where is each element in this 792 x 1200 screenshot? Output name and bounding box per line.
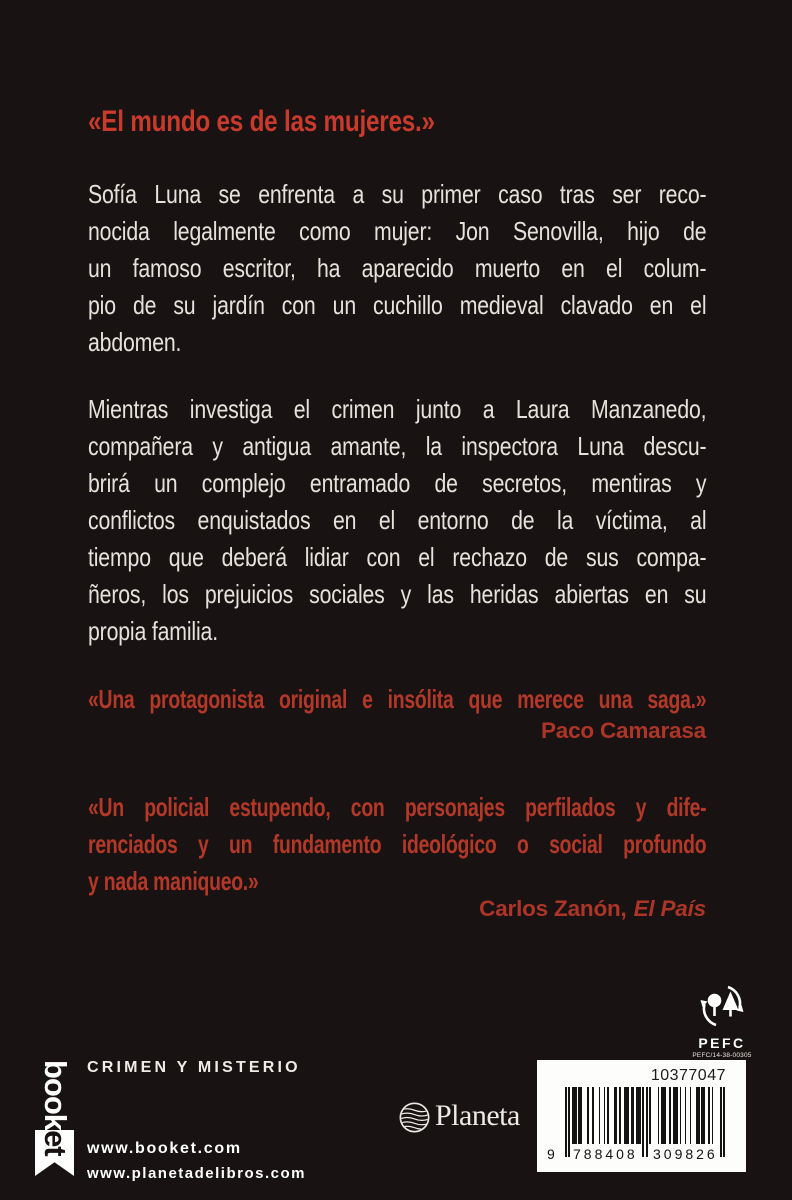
text-line: nocida legalmente como mujer: Jon Senovilla, hijo de xyxy=(88,216,707,246)
barcode-bar xyxy=(568,1087,570,1157)
barcode-bar xyxy=(614,1087,617,1144)
barcode-bar xyxy=(712,1087,714,1144)
text-line: «Una protagonista original e insólita que merece una saga.» xyxy=(88,684,707,714)
barcode-bar xyxy=(604,1087,606,1144)
barcode-bar xyxy=(720,1087,722,1157)
barcode-bar xyxy=(708,1087,710,1144)
barcode-bar xyxy=(649,1087,651,1144)
reviewer-name: Paco Camarasa xyxy=(540,718,706,743)
barcode-bar xyxy=(572,1087,577,1144)
text-line: propia familia. xyxy=(88,616,218,646)
text-line: renciados y un fundamento ideológico o social profundo xyxy=(88,829,707,859)
barcode-bar xyxy=(701,1087,704,1144)
text-line: pio de su jardín con un cuchillo medieval clavado en el xyxy=(88,290,707,320)
cover-tagline: «El mundo es de las mujeres.» xyxy=(88,105,435,138)
barcode-bar xyxy=(685,1087,687,1144)
barcode-bar xyxy=(565,1087,567,1157)
text-line: y nada maniqueo.» xyxy=(88,866,259,896)
pefc-emblem-icon xyxy=(692,983,752,1029)
pefc-certificate-number: PEFC/14-38-00305 xyxy=(692,1052,752,1059)
barcode-bar xyxy=(658,1087,660,1144)
planeta-logo-text: Planeta xyxy=(435,1099,520,1132)
barcode-bar xyxy=(696,1087,699,1144)
text-line: tiempo que deberá lidiar con el rechazo de sus compa- xyxy=(88,542,707,572)
ean-digit-group: 309826 xyxy=(653,1146,718,1162)
barcode-panel xyxy=(537,1060,746,1172)
text-line: brirá un complejo entramado de secretos, mentiras y xyxy=(88,468,707,498)
booket-logo xyxy=(40,1060,71,1190)
ean-digit-group: 788408 xyxy=(573,1146,638,1162)
text-line: Sofía Luna se enfrenta a su primer caso tras ser reco- xyxy=(88,179,707,209)
synopsis-paragraph-1 xyxy=(88,176,706,361)
barcode-bar xyxy=(578,1087,581,1144)
review-source: El País xyxy=(633,896,706,921)
barcode-bar xyxy=(680,1087,682,1144)
synopsis-paragraph-2 xyxy=(88,391,706,650)
text-line: Mientras investiga el crimen junto a Laura Manzanedo, xyxy=(88,394,707,424)
barcode-bar xyxy=(624,1087,629,1144)
barcode-bar xyxy=(592,1087,594,1144)
barcode-bar xyxy=(669,1087,671,1144)
pefc-label: PEFC xyxy=(698,1035,746,1051)
booket-url: www.booket.com xyxy=(87,1140,242,1157)
barcode-bar xyxy=(673,1087,678,1144)
review-quote-2 xyxy=(88,789,706,900)
text-line: conflictos enquistados en el entorno de la víctima, al xyxy=(88,505,707,535)
review-quote-2-attribution xyxy=(88,897,706,922)
barcode-bar xyxy=(607,1087,609,1144)
text-line: abdomen. xyxy=(88,327,182,357)
booket-logo-text-on-bookmark: et xyxy=(38,1130,73,1156)
catalog-number: 10377047 xyxy=(650,1067,726,1084)
barcode-bar xyxy=(587,1087,589,1144)
review-quote-1-attribution xyxy=(88,719,706,744)
planeta-globe-icon xyxy=(399,1102,430,1133)
ean-digit-group: 9 xyxy=(547,1146,555,1162)
review-quote-1 xyxy=(88,681,706,718)
planetadelibros-url: www.planetadelibros.com xyxy=(87,1165,306,1182)
barcode-bar xyxy=(599,1087,601,1144)
collection-name: CRIMEN Y MISTERIO xyxy=(87,1059,301,1076)
reviewer-name: Carlos Zanón, xyxy=(479,896,627,921)
barcode-bar xyxy=(646,1087,648,1157)
text-line: compañera y antigua amante, la inspectora Luna descu- xyxy=(88,431,707,461)
pefc-certification xyxy=(684,983,760,1059)
booket-logo-text: book xyxy=(38,1060,73,1131)
barcode-bar xyxy=(661,1087,666,1144)
text-line: ñeros, los prejuicios sociales y las heridas abiertas en su xyxy=(88,579,707,609)
barcode-bar xyxy=(636,1087,641,1144)
barcode-bar xyxy=(619,1087,621,1144)
text-line: un famoso escritor, ha aparecido muerto en el colum- xyxy=(88,253,707,283)
barcode-bar xyxy=(690,1087,692,1144)
barcode-bar xyxy=(631,1087,634,1144)
barcode-bar xyxy=(723,1087,725,1157)
text-line: «Un policial estupendo, con personajes perfilados y dife- xyxy=(88,792,707,822)
barcode-bar xyxy=(642,1087,644,1157)
